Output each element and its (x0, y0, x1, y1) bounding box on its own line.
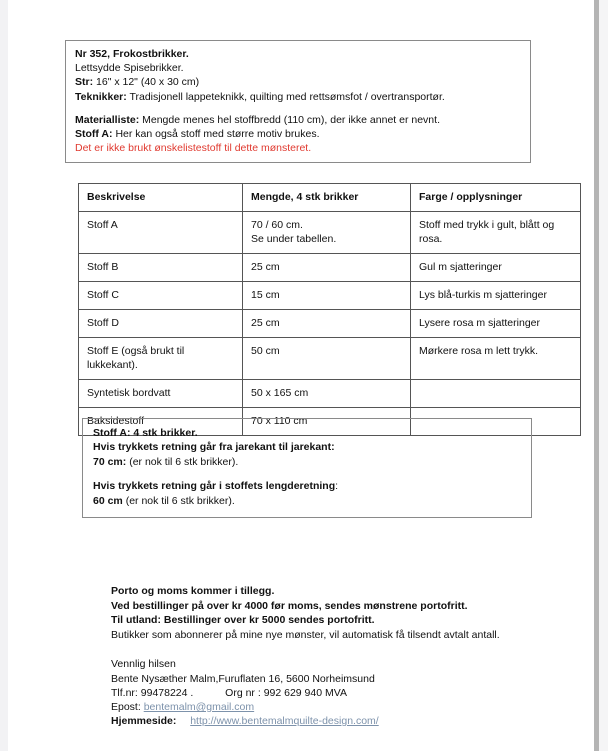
materials-line (75, 113, 521, 127)
case1-detail: (er nok til 6 stk brikker). (129, 455, 239, 468)
note-title-text: Stoff A: 4 stk brikker. (93, 427, 198, 439)
row-description: Stoff D (79, 310, 243, 338)
row-description: Stoff A (79, 212, 243, 254)
email-label: Epost: (111, 700, 141, 713)
note-case1-heading (93, 440, 521, 454)
pattern-size-line (75, 75, 521, 89)
phone-value: 99478224 . (140, 686, 194, 699)
note-case1-amount-line (93, 455, 521, 469)
row-amount: 25 cm (243, 310, 411, 338)
row-color: Gul m sjatteringer (411, 254, 581, 282)
case1-amount: 70 cm: (93, 455, 127, 468)
row-amount: 70 x 110 cm (243, 408, 411, 436)
phone-org-line (111, 686, 531, 700)
wishlist-warning: Det er ikke brukt ønskelistestoff til dette mønsteret. (75, 142, 312, 155)
email-line (111, 700, 531, 714)
row-amount: 50 x 165 cm (243, 380, 411, 408)
document-page (8, 0, 594, 751)
row-color: Mørkere rosa m lett trykk. (411, 338, 581, 380)
materials-table-body (79, 212, 581, 436)
greeting: Vennlig hilsen (111, 658, 176, 671)
terms-line: Til utland: Bestillinger over kr 5000 sendes portofritt. (111, 614, 375, 627)
fabric-a-value: Her kan også stoff med større motiv brukes. (115, 128, 320, 141)
table-header-row (79, 184, 581, 212)
technique-label: Teknikker: (75, 90, 127, 103)
row-color: Stoff med trykk i gult, blått og rosa. (411, 212, 581, 254)
info-spacer (75, 104, 521, 113)
table-row (79, 254, 581, 282)
materials-table (78, 183, 581, 436)
address: Bente Nysæther Malm,Furuflaten 16, 5600 Norheimsund (111, 672, 375, 685)
pattern-subtitle: Lettsydde Spisebrikker. (75, 62, 184, 75)
note-case2-heading (93, 479, 521, 493)
website-link[interactable]: http://www.bentemalmquilte-design.com/ (190, 715, 379, 728)
table-row (79, 212, 581, 254)
table-row (79, 310, 581, 338)
pattern-technique-line (75, 90, 521, 104)
table-row (79, 338, 581, 380)
row-amount (243, 212, 411, 254)
column-header-color: Farge / opplysninger (411, 184, 581, 212)
org-label: Org nr : (225, 686, 261, 699)
row-description: Baksidestoff (79, 408, 243, 436)
page-edge-right-outer (599, 0, 608, 751)
website-line (111, 714, 531, 728)
row-color: Lysere rosa m sjatteringer (411, 310, 581, 338)
row-color: Lys blå-turkis m sjatteringer (411, 282, 581, 310)
row-description: Stoff B (79, 254, 243, 282)
note-spacer (93, 469, 521, 479)
terms-line: Porto og moms kommer i tillegg. (111, 585, 275, 597)
case2-detail: (er nok til 6 stk brikker). (125, 494, 235, 507)
row-amount: 50 cm (243, 338, 411, 380)
case2-heading-suffix: : (335, 480, 339, 493)
size-label: Str: (75, 76, 94, 89)
footer-spacer (111, 642, 531, 657)
note-title (93, 426, 521, 440)
amount-line: 70 / 60 cm. (251, 219, 303, 231)
org-value: 992 629 940 MVA (263, 686, 347, 699)
materials-table-head (79, 184, 581, 212)
terms-note: Butikker som abonnerer på mine nye mønster, vil automatisk få tilsendt avtalt antall. (111, 628, 500, 641)
materials-label: Materialliste: (75, 113, 140, 126)
footer-section (111, 584, 531, 728)
materials-value: Mengde menes hel stoffbredd (110 cm), der ikke annet er nevnt. (142, 113, 440, 126)
case1-heading-text: Hvis trykkets retning går fra jarekant til jarekant: (93, 441, 335, 454)
row-description: Stoff C (79, 282, 243, 310)
size-value: 16" x 12" (40 x 30 cm) (96, 76, 200, 89)
column-header-description: Beskrivelse (79, 184, 243, 212)
page-edge-left (0, 0, 8, 751)
row-description: Stoff E (også brukt til lukkekant). (79, 338, 243, 380)
technique-value: Tradisjonell lappeteknikk, quilting med rettsømsfot / overtransportør. (129, 90, 445, 103)
case2-amount: 60 cm (93, 494, 123, 507)
phone-label: Tlf.nr: (111, 686, 138, 699)
amount-line: Se under tabellen. (251, 233, 337, 245)
pattern-title-text: Nr 352, Frokostbrikker. (75, 48, 189, 60)
terms-line: Ved bestillinger på over kr 4000 før moms, sendes mønstrene portofritt. (111, 599, 468, 612)
fabric-a-note-box (82, 418, 532, 518)
row-color (411, 380, 581, 408)
table-row (79, 282, 581, 310)
website-label: Hjemmeside: (111, 715, 177, 728)
case2-heading-text: Hvis trykkets retning går i stoffets lengderetning (93, 480, 336, 493)
fabric-a-label: Stoff A: (75, 128, 113, 141)
column-header-amount: Mengde, 4 stk brikker (243, 184, 411, 212)
pattern-info-box (65, 40, 531, 163)
email-link[interactable]: bentemalm@gmail.com (143, 700, 255, 713)
row-amount: 15 cm (243, 282, 411, 310)
note-case2-amount-line (93, 494, 521, 508)
row-amount: 25 cm (243, 254, 411, 282)
row-description: Syntetisk bordvatt (79, 380, 243, 408)
pattern-title (75, 47, 521, 61)
fabric-a-line (75, 127, 521, 141)
table-row (79, 380, 581, 408)
